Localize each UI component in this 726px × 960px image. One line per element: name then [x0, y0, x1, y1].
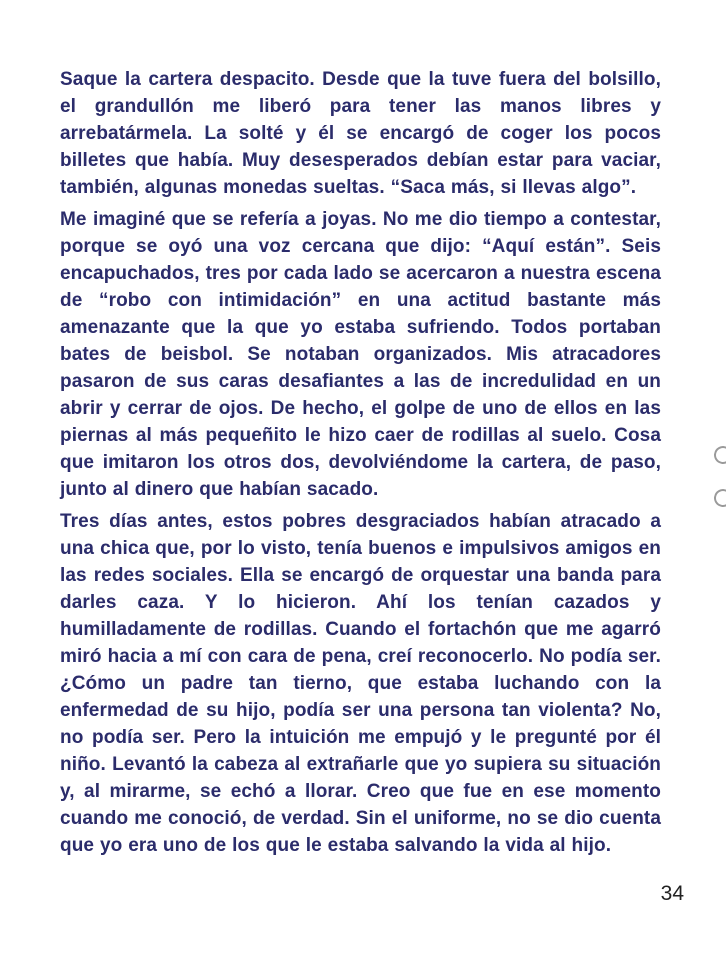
paragraph-3: Tres días antes, estos pobres desgraciados habían atracado a una chica que, por lo visto, tenía buenos e impulsivos amigos en las redes sociales. Ella se encargó de orquestar una banda para darles caza. Y lo hicieron. Ahí los tenían cazados y humilladamente de rodillas. Cuando el fortachón que me agarró miró hacia a mí con cara de pena, creí reconocerlo. No podía ser. ¿Cómo un padre tan tierno, que estaba luchando con la enfermedad de su hijo, podía ser una persona tan violenta? No, no podía ser. Pero la intuición me empujó y le pregunté por él niño. Levantó la cabeza al extrañarle que yo supiera su situación y, al mirarme, se echó a llorar. Creo que fue en ese momento cuando me conoció, de verdad. Sin el uniforme, no se dio cuenta que yo era uno de los que le estaba salvando la vida al hijo.: [60, 511, 661, 856]
paragraph-1: Saque la cartera despacito. Desde que la tuve fuera del bolsillo, el grandullón me liberó para tener las manos libres y arrebatármela. La solté y él se encargó de coger los pocos billetes que había. Muy desesperados debían estar para vaciar, también, algunas monedas sueltas. “Saca más, si llevas algo”.: [60, 69, 661, 198]
edge-ring-icon: [712, 444, 726, 466]
page-number: 34: [660, 882, 684, 905]
paragraph-2: Me imaginé que se refería a joyas. No me dio tiempo a contestar, porque se oyó una voz cercana que dijo: “Aquí están”. Seis encapuchados, tres por cada lado se acercaron a nuestra escena de “robo con intimidación” en una actitud bastante más amenazante que la que yo estaba sufriendo. Todos portaban bates de beisbol. Se notaban organizados. Mis atracadores pasaron de sus caras desafiantes a las de incredulidad en un abrir y cerrar de ojos. De hecho, el golpe de uno de ellos en las piernas al más pequeñito le hizo caer de rodillas al suelo. Cosa que imitaron los otros dos, devolviéndome la cartera, de paso, junto al dinero que habían sacado.: [60, 209, 661, 500]
edge-ring-icon: [712, 487, 726, 509]
